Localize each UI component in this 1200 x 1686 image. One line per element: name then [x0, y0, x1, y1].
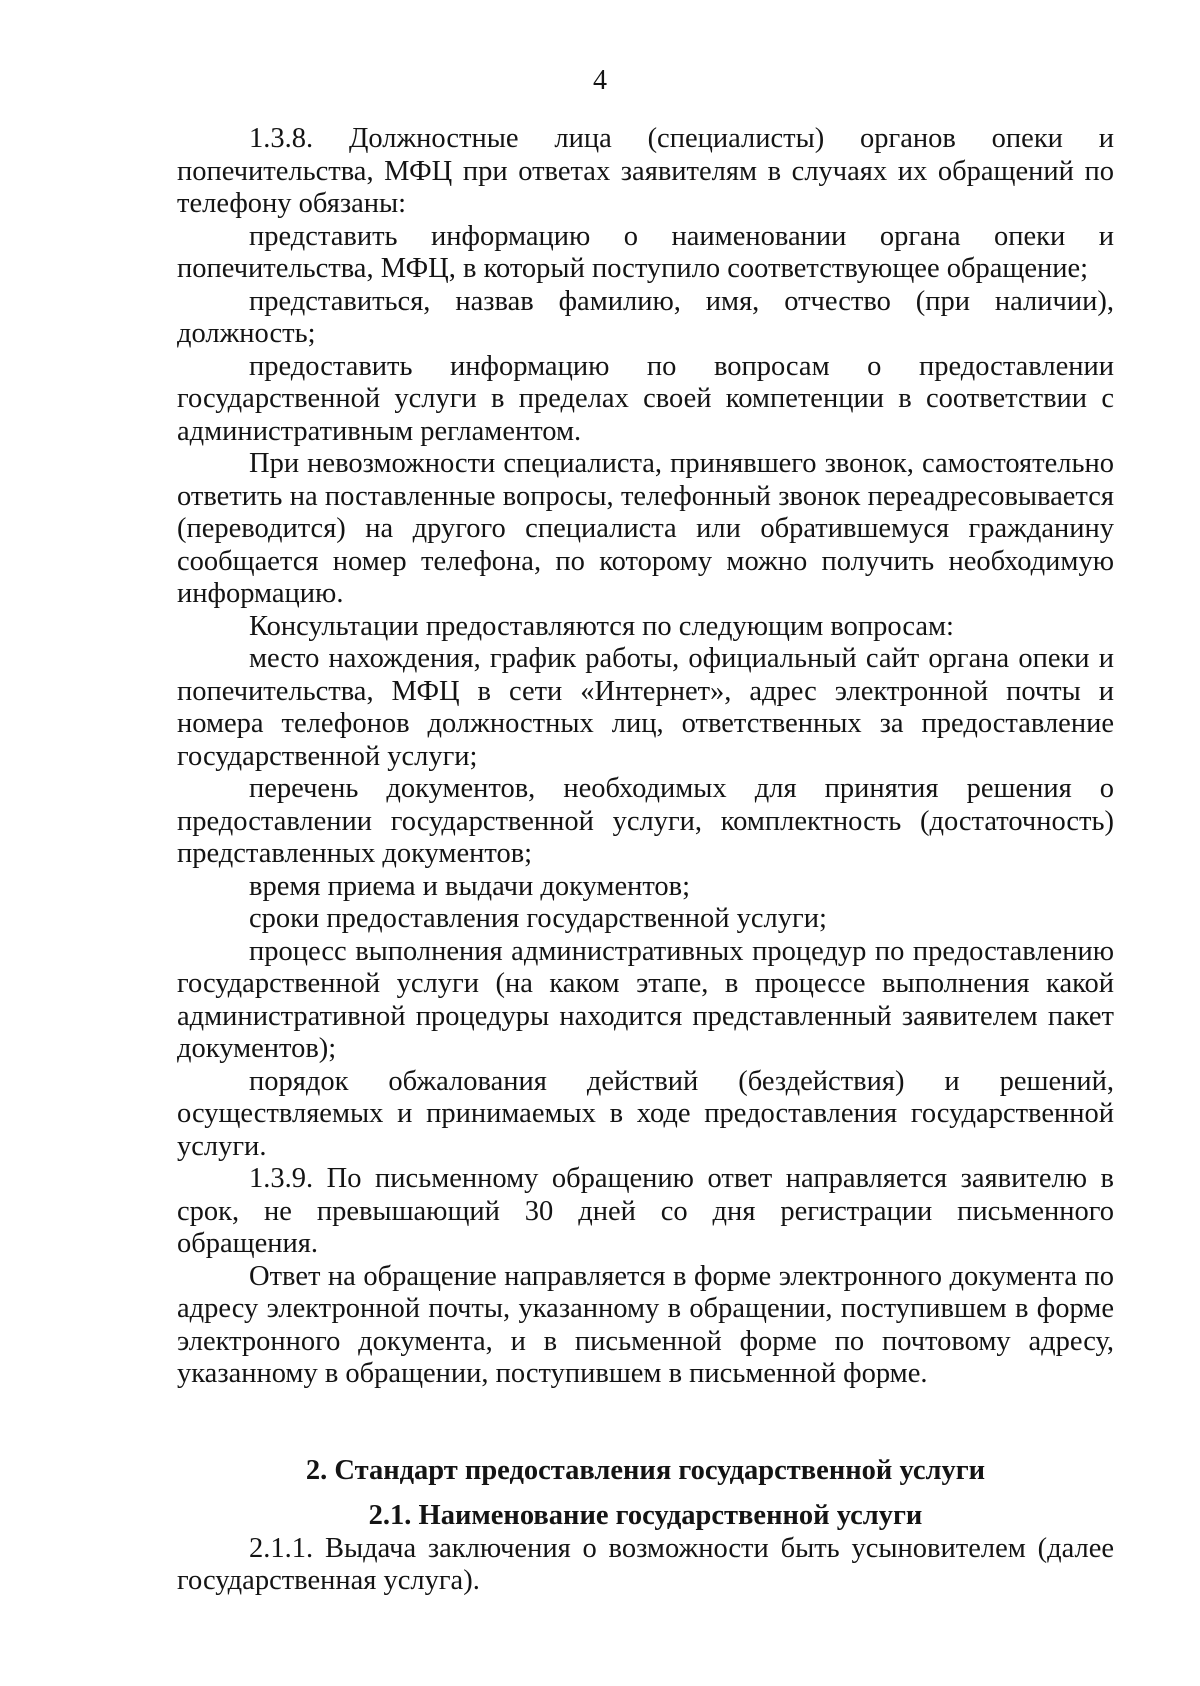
paragraph-1-3-9: 1.3.9. По письменному обращению ответ направляется заявителю в срок, не превышающий 30 дней со дня регистрации письменного обращения. — [177, 1163, 1114, 1259]
paragraph-2-1-1: 2.1.1. Выдача заключения о возможности быть усыновителем (далее государственная услуга). — [177, 1532, 1114, 1596]
paragraph-response-form: Ответ на обращение направляется в форме электронного документа по адресу электронной почты, указанному в обращении, поступившем в форме электронного документа, и в письменной форме по почтовому адресу, указанному в обращении, поступившем в письменной форме. — [177, 1260, 1114, 1389]
paragraph-location-schedule: место нахождения, график работы, официальный сайт органа опеки и попечительства, МФЦ в сети «Интернет», адрес электронной почты и номера телефонов должностных лиц, ответственных за предоставление государственной услуги; — [177, 643, 1114, 772]
paragraph-1-3-8: 1.3.8. Должностные лица (специалисты) органов опеки и попечительства, МФЦ при ответах заявителям в случаях их обращений по телефону обязаны: — [177, 123, 1114, 219]
subsection-heading: 2.1. Наименование государственной услуги — [368, 1500, 923, 1531]
page-number: 4 — [593, 65, 607, 96]
paragraph-procedure-process: процесс выполнения административных процедур по предоставлению государственной услуги (на каком этапе, в процессе выполнения какой административной процедуры находится представленный заявителем пакет документов); — [177, 935, 1114, 1064]
paragraph-call-redirect: При невозможности специалиста, принявшего звонок, самостоятельно ответить на поставленные вопросы, телефонный звонок переадресовывается (переводится) на другого специалиста или обратившемуся гражданину сообщается номер телефона, по которому можно получить необходимую информацию. — [177, 448, 1114, 609]
paragraph-inform-organ: представить информацию о наименовании органа опеки и попечительства, МФЦ, в который поступило соответствующее обращение; — [177, 220, 1114, 284]
document-body — [177, 123, 1114, 1598]
paragraph-service-terms: сроки предоставления государственной услуги; — [249, 903, 827, 934]
paragraph-reception-time: время приема и выдачи документов; — [249, 870, 691, 902]
paragraph-consultations: Консультации предоставляются по следующим вопросам: — [249, 610, 954, 642]
paragraph-provide-info: предоставить информацию по вопросам о предоставлении государственной услуги в пределах своей компетенции в соответствии с административным регламентом. — [177, 350, 1114, 447]
paragraph-appeal-order: порядок обжалования действий (бездействия) и решений, осуществляемых и принимаемых в ходе предоставления государственной услуги. — [177, 1065, 1114, 1162]
paragraph-introduce: представиться, назвав фамилию, имя, отчество (при наличии), должность; — [177, 285, 1114, 349]
paragraph-documents-list: перечень документов, необходимых для принятия решения о предоставлении государственной услуги, комплектность (достаточность) представленных документов; — [177, 773, 1114, 869]
section-heading: 2. Стандарт предоставления государственной услуги — [305, 1454, 986, 1486]
